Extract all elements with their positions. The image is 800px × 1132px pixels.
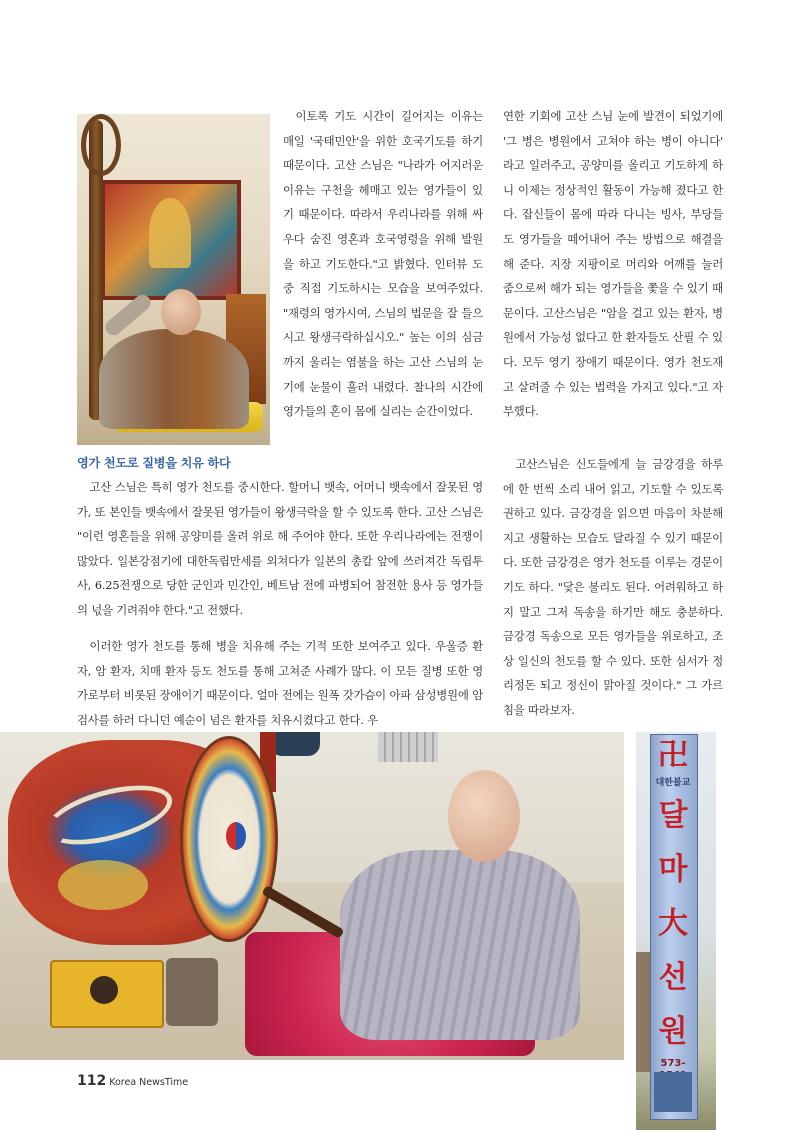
cloth xyxy=(166,958,218,1026)
column2-bottom-text xyxy=(503,452,723,723)
paragraph: 이러한 영가 천도를 통해 병을 치유해 주는 기적 또한 보여주고 있다. 우울증 환자, 암 환자, 치매 환자 등도 천도를 통해 고쳐준 사례가 많다. 이 모든 질병 또한 영가로부터 비롯된 장애이기 때문이다. 얼마 전에는 원폭 갓가슴이 아파 삼성병원에 암 검사를 하러 다니던 예순이 넘은 환자를 치유시켰다고 한다. 우 xyxy=(77,639,483,727)
magazine-name: Korea NewsTime xyxy=(109,1077,189,1088)
photo-monk-praying xyxy=(77,114,270,445)
sign-char: 선 xyxy=(658,960,688,995)
page-number: 112 xyxy=(77,1073,107,1089)
column1-top-text xyxy=(283,104,483,424)
monk-figure xyxy=(300,770,580,1040)
paragraph: 고산스님은 신도들에게 늘 금강경을 하루에 한 번씩 소리 내어 읽고, 기도할 수 있도록 권하고 있다. 금강경을 읽으면 마음이 차분해지고 생활하는 모습도 달라질 수 있기 때문이다. 또한 금강경은 영가 천도를 이루는 경문이기도 하다. "닻은 불리도 된다. 어려워하고 하지 말고 그저 독송을 하기만 해도 충분하다. 금강경 독송으로 모든 영가들을 위로하고, 조상 일신의 천도를 할 수 있다. 또한 심서가 정리정돈 되고 정신이 맑아질 것이다." 그 가르침을 따라보자. xyxy=(503,457,723,717)
taegeuk-symbol xyxy=(226,822,246,850)
sign-char: 마 xyxy=(658,852,688,887)
sign-org: 대한불교 xyxy=(655,778,691,788)
paragraph: 이토록 기도 시간이 길어지는 이유는 매일 '국태민안'을 위한 호국기도를 하기 때문이다. 고산 스님은 "나라가 어지러운 이유는 구천을 헤매고 있는 영가들이 있기 때문이다. 따라서 우리나라를 위해 싸우다 숨진 영혼과 호국영령을 위해 발원을 하고 기도한다."고 밝혔다. 인터뷰 도중 직접 기도하시는 모습을 보여주었다. "재령의 영가시여, 스님의 법문을 잘 들으시고 왕생극락하십시오." 높는 이의 심금까지 울리는 염불을 하는 고산 스님의 눈기에 눈물이 흘러 내렸다. 찰나의 시간에 영가들의 혼이 몸에 실리는 순간이었다. xyxy=(283,109,483,419)
yellow-box xyxy=(50,960,164,1028)
section-heading: 영가 천도로 질병을 치유 하다 xyxy=(77,456,231,470)
body-text-2 xyxy=(77,634,483,732)
sign-char: 大 xyxy=(658,906,688,941)
monk-figure xyxy=(99,289,249,429)
photo-temple-sign xyxy=(636,732,716,1130)
photo-monk-drum xyxy=(0,732,624,1060)
paragraph: 고산 스님은 특히 영가 천도를 중시한다. 할머니 뱃속, 어머니 뱃속에서 잘못된 영가, 또 본인들 뱃속에서 잘못된 영가들이 왕생극락을 할 수 있도록 한다. 고산 스님은 "이런 영혼들을 위해 공양미를 올려 위로 해 주어야 한다. 또한 우리나라에는 전쟁이 많았다. 일본강점기에 대한독립만세를 외쳐다가 일본의 총칼 앞에 쓰러져간 독립투사, 6.25전쟁으로 당한 군인과 민간인, 베트남 전에 파병되어 참전한 용사 등 영가들의 넋을 기려줘야 한다."고 전했다. xyxy=(77,480,483,617)
paragraph: 연한 기회에 고산 스님 눈에 발견이 되었기에 '그 병은 병원에서 고쳐야 하는 병이 아니다' 라고 일러주고, 공양미를 올리고 기도하게 하니 이제는 정상적인 활동이 가능해 졌다고 한다. 잡신들이 몸에 따라 다니는 빙사, 부당들도 영가들을 떼어내어 주는 방법으로 해결을 해 준다. 지장 지팡이로 머리와 어깨를 눌러 줌으로써 해가 되는 영가들을 쫓을 수 있기 때문이다. 고산스님은 "암을 걸고 있는 환자, 병원에서 가능성 없다고 한 환자들도 산필 수 있다. 모두 영기 장애기 때문이다. 영가 천도재고 살려줄 수 있는 법력을 가지고 있다."고 자부했다. xyxy=(503,109,723,419)
buddhist-painting xyxy=(101,180,241,300)
radiator xyxy=(378,732,438,762)
bucket xyxy=(270,732,320,756)
column2-top-text xyxy=(503,104,723,424)
body-text-1 xyxy=(77,475,483,623)
staff-ring xyxy=(81,114,121,176)
page-footer xyxy=(77,1070,188,1089)
sign-phone: 573- xyxy=(660,1058,686,1069)
pole-base xyxy=(654,1072,692,1112)
sign-char: 원 xyxy=(658,1014,688,1049)
sign-char: 달 xyxy=(658,798,688,833)
sign-symbol: 卍 xyxy=(658,738,688,773)
